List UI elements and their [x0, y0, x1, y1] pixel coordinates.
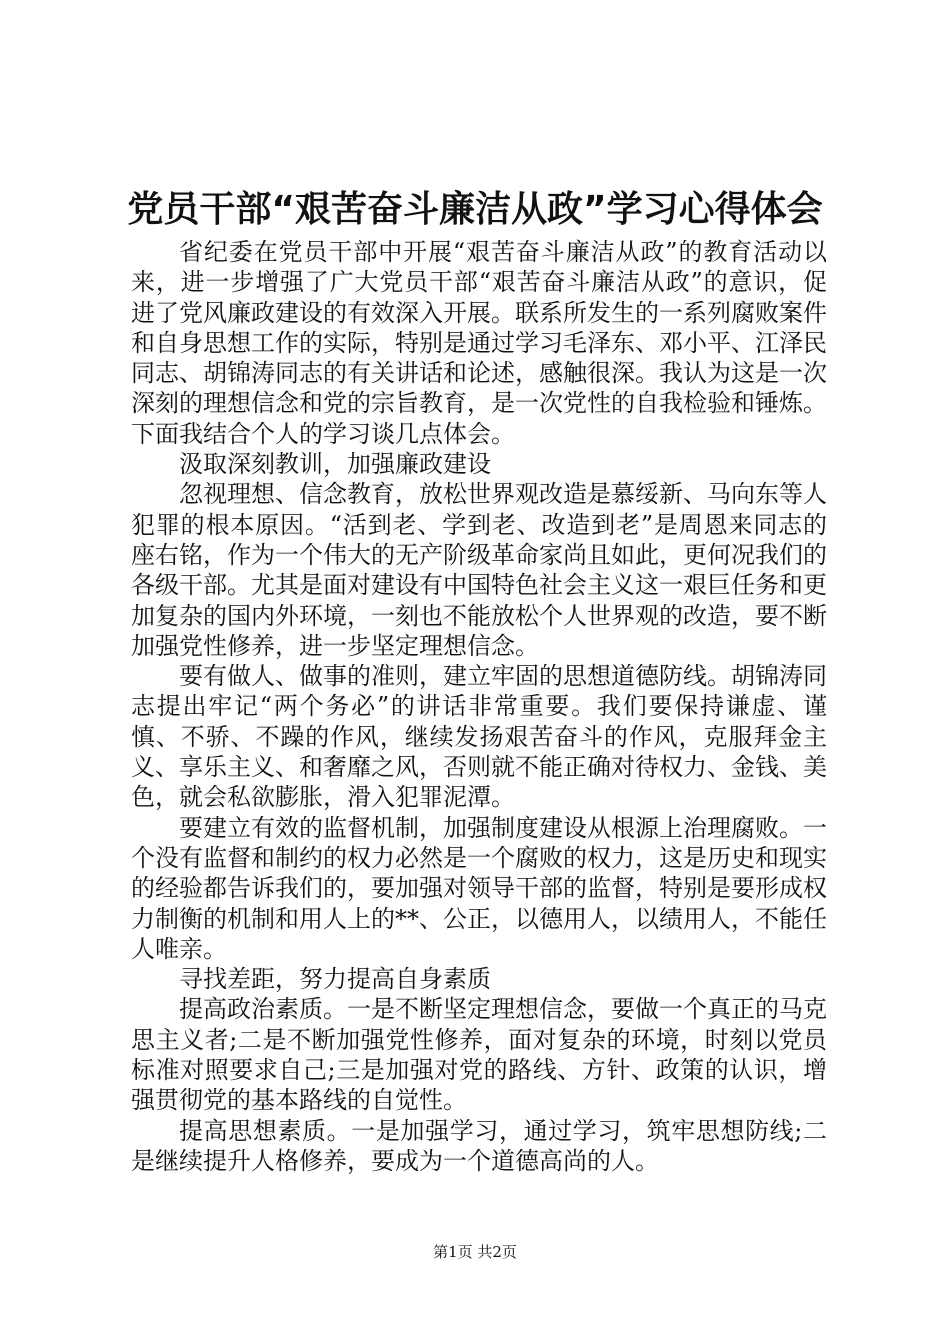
- paragraph-supervision: 要建立有效的监督机制，加强制度建设从根源上治理腐败。一个没有监督和制约的权力必然是一个腐败的权力，这是历史和现实的经验都告诉我们的，要加强对领导干部的监督，特别是要形成权力制衡的机制和用人上的**、公正，以德用人，以绩用人，不能任人唯亲。: [131, 813, 827, 963]
- paragraph-political-quality: 提高政治素质。一是不断坚定理想信念，要做一个真正的马克思主义者;二是不断加强党性修养，面对复杂的环境，时刻以党员标准对照要求自己;三是加强对党的路线、方针、政策的认识，增强贯彻党的基本路线的自觉性。: [131, 995, 827, 1115]
- paragraph-principles: 要有做人、做事的准则，建立牢固的思想道德防线。胡锦涛同志提出牢记“两个务必”的讲话非常重要。我们要保持谦虚、谨慎、不骄、不躁的作风，继续发扬艰苦奋斗的作风，克服拜金主义、享乐主义、和奢靡之风，否则就不能正确对待权力、金钱、美色，就会私欲膨胀，滑入犯罪泥潭。: [131, 662, 827, 812]
- document-body: [131, 237, 827, 1176]
- paragraph-intro: 省纪委在党员干部中开展“艰苦奋斗廉洁从政”的教育活动以来，进一步增强了广大党员干部“艰苦奋斗廉洁从政”的意识，促进了党风廉政建设的有效深入开展。联系所发生的一系列腐败案件和自身思想工作的实际，特别是通过学习毛泽东、邓小平、江泽民同志、胡锦涛同志的有关讲话和论述，感触很深。我认为这是一次深刻的理想信念和党的宗旨教育，是一次党性的自我检验和锤炼。下面我结合个人的学习谈几点体会。: [131, 238, 827, 448]
- paragraph-worldview: 忽视理想、信念教育，放松世界观改造是慕绥新、马向东等人犯罪的根本原因。“活到老、学到老、改造到老”是周恩来同志的座右铭，作为一个伟大的无产阶级革命家尚且如此，更何况我们的各级干部。尤其是面对建设有中国特色社会主义这一艰巨任务和更加复杂的国内外环境，一刻也不能放松个人世界观的改造，要不断加强党性修养，进一步坚定理想信念。: [131, 480, 827, 660]
- page-number-footer: 第1页 共2页: [433, 1243, 517, 1261]
- section-heading-1: 汲取深刻教训，加强廉政建设: [179, 450, 491, 479]
- document-title: 党员干部“艰苦奋斗廉洁从政”学习心得体会: [127, 189, 823, 230]
- paragraph-ideological-quality: 提高思想素质。一是加强学习，通过学习，筑牢思想防线;二是继续提升人格修养，要成为一个道德高尚的人。: [131, 1116, 827, 1175]
- section-heading-2: 寻找差距，努力提高自身素质: [179, 965, 491, 994]
